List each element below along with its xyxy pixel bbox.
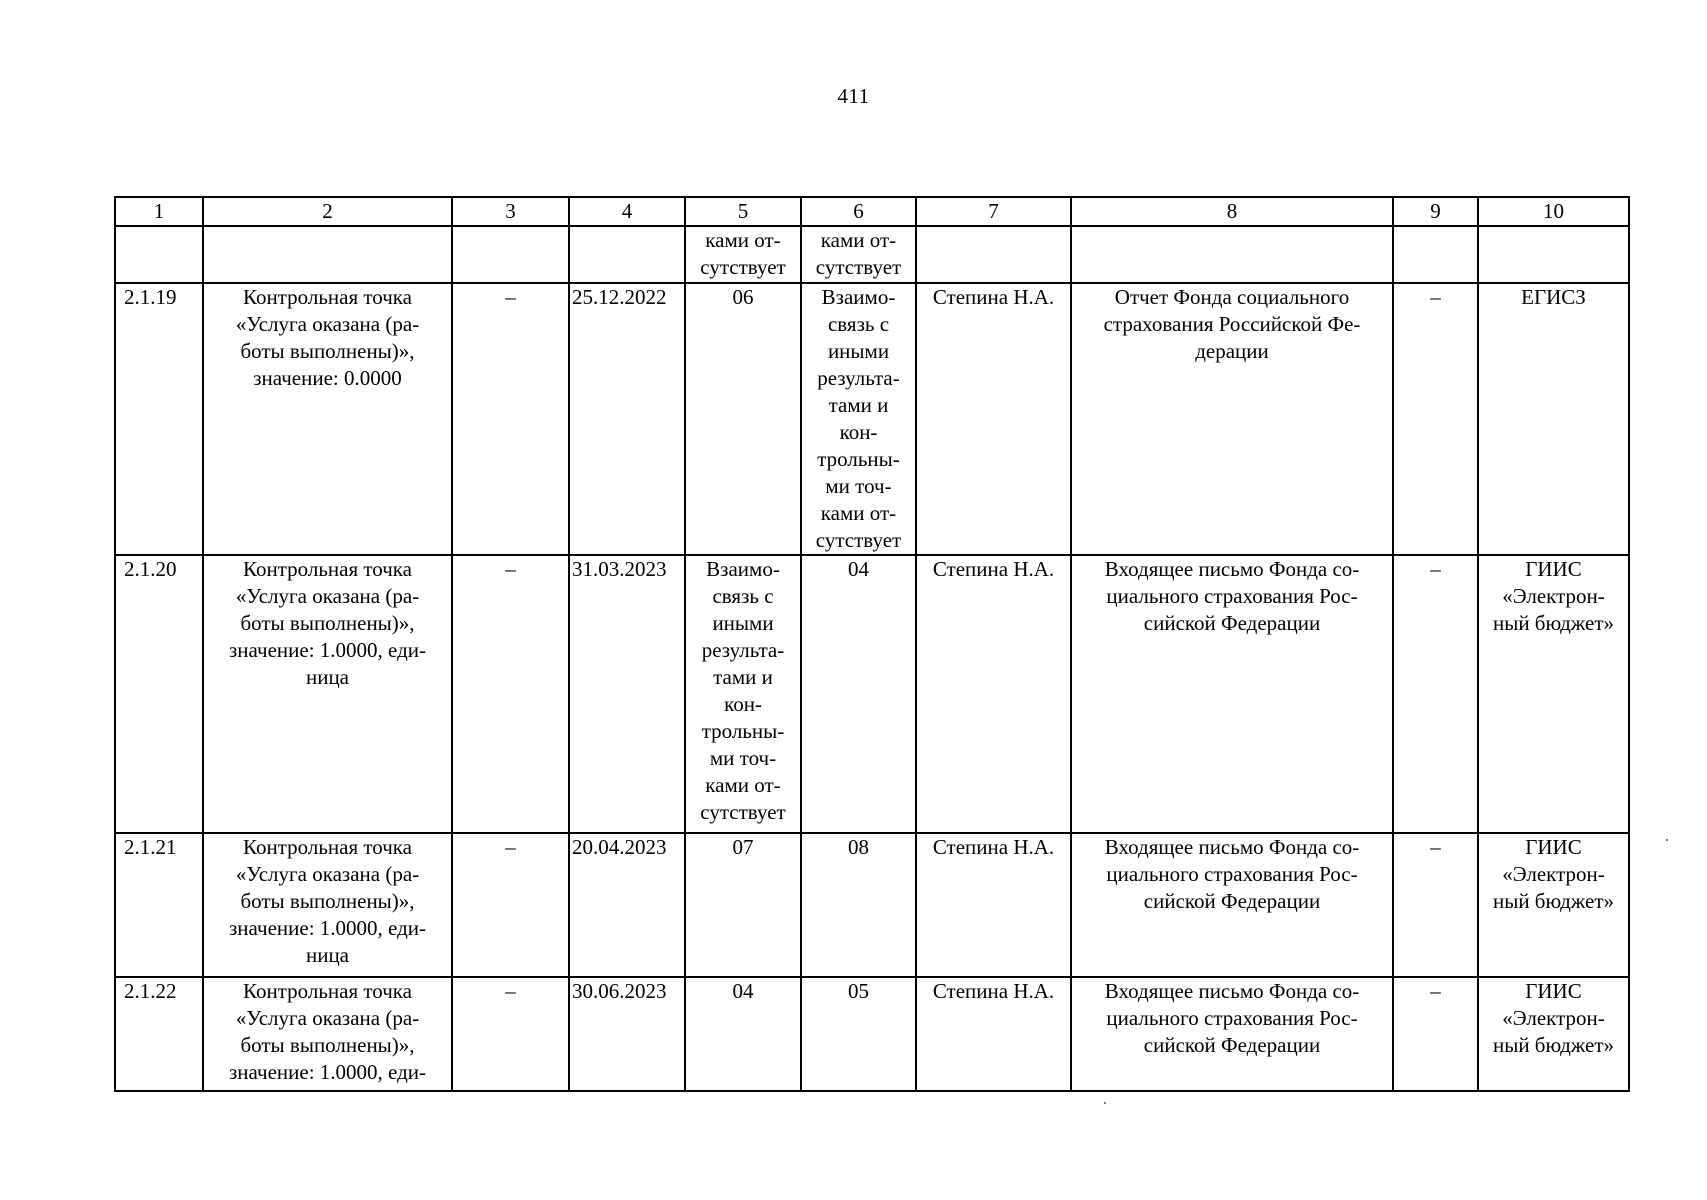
row-id-cell	[115, 833, 203, 977]
table-row	[115, 833, 1629, 977]
row-col9-cell	[1393, 226, 1478, 283]
page-number: 411	[837, 84, 870, 108]
row-date-cell	[569, 226, 685, 283]
row-doc: Входящее письмо Фонда со- циального страхования Рос- сийской Федерации	[1104, 979, 1360, 1057]
table-row	[115, 977, 1629, 1091]
row-id-cell	[115, 555, 203, 833]
row-col9: –	[1430, 979, 1441, 1003]
table-row	[115, 283, 1629, 555]
row-doc: Входящее письмо Фонда со- циального страхования Рос- сийской Федерации	[1104, 557, 1360, 635]
row-system-cell	[1478, 283, 1629, 555]
column-header: 7	[916, 197, 1071, 226]
row-person: Степина Н.А.	[932, 835, 1055, 859]
row-doc-cell	[1071, 555, 1393, 833]
column-header: 8	[1071, 197, 1393, 226]
row-system-cell	[1478, 833, 1629, 977]
row-date-cell	[569, 833, 685, 977]
row-col3-cell	[452, 977, 569, 1091]
row-col6: 05	[848, 979, 869, 1003]
row-col9-cell	[1393, 283, 1478, 555]
row-col3-cell	[452, 283, 569, 555]
row-name: Контрольная точка «Услуга оказана (ра- боты выполнены)», значение: 1.0000, еди- ница	[229, 835, 426, 967]
row-col5-cell	[685, 833, 801, 977]
row-doc: Отчет Фонда социального страхования Российской Фе- дерации	[1103, 285, 1361, 363]
column-header: 10	[1478, 197, 1629, 226]
row-col6: ками от- сутствует	[815, 228, 902, 279]
row-col9: –	[1430, 285, 1441, 309]
row-col5-cell	[685, 283, 801, 555]
row-col6: 08	[848, 835, 869, 859]
row-col5-cell	[685, 555, 801, 833]
row-name-cell	[203, 226, 452, 283]
row-col5-cell	[685, 977, 801, 1091]
column-header: 3	[452, 197, 569, 226]
column-header: 5	[685, 197, 801, 226]
row-name-cell	[203, 833, 452, 977]
row-person-cell	[916, 977, 1071, 1091]
row-person-cell	[916, 283, 1071, 555]
header-row	[115, 197, 1629, 226]
row-person-cell	[916, 555, 1071, 833]
row-col5: 07	[732, 835, 754, 859]
row-person-cell	[916, 833, 1071, 977]
row-col6-cell	[801, 283, 916, 555]
row-id: 2.1.21	[124, 835, 177, 859]
row-system: ГИИС «Электрон- ный бюджет»	[1492, 979, 1615, 1057]
row-col6: 04	[848, 557, 869, 581]
row-date: 30.06.2023	[572, 979, 667, 1003]
row-col5-cell	[685, 226, 801, 283]
row-date: 20.04.2023	[572, 835, 667, 859]
row-person: Степина Н.А.	[932, 557, 1055, 581]
row-person: Степина Н.А.	[932, 979, 1055, 1003]
row-name-cell	[203, 555, 452, 833]
row-id-cell	[115, 977, 203, 1091]
column-header: 6	[801, 197, 916, 226]
row-id: 2.1.19	[124, 285, 177, 309]
row-col6-cell	[801, 226, 916, 283]
scan-speck	[1666, 839, 1668, 841]
row-doc-cell	[1071, 833, 1393, 977]
row-doc-cell	[1071, 283, 1393, 555]
control-points-table	[114, 196, 1630, 1092]
row-col9-cell	[1393, 833, 1478, 977]
column-header: 2	[203, 197, 452, 226]
row-col3-cell	[452, 226, 569, 283]
table-row	[115, 226, 1629, 283]
column-header: 1	[115, 197, 203, 226]
row-col3: –	[505, 835, 516, 859]
column-header: 4	[569, 197, 685, 226]
row-id: 2.1.20	[124, 557, 177, 581]
row-col5: ками от- сутствует	[700, 228, 786, 279]
row-id-cell	[115, 283, 203, 555]
table-row	[115, 555, 1629, 833]
row-col6-cell	[801, 833, 916, 977]
row-col9-cell	[1393, 555, 1478, 833]
row-name: Контрольная точка «Услуга оказана (ра- боты выполнены)», значение: 1.0000, еди-	[229, 979, 426, 1084]
row-col3: –	[505, 285, 516, 309]
row-name: Контрольная точка «Услуга оказана (ра- боты выполнены)», значение: 1.0000, еди- ница	[229, 557, 426, 689]
scan-speck	[1104, 1102, 1106, 1104]
row-doc: Входящее письмо Фонда со- циального страхования Рос- сийской Федерации	[1104, 835, 1360, 913]
row-doc-cell	[1071, 977, 1393, 1091]
row-name-cell	[203, 977, 452, 1091]
row-date-cell	[569, 283, 685, 555]
row-system-cell	[1478, 977, 1629, 1091]
row-col6-cell	[801, 555, 916, 833]
row-col5: 04	[732, 979, 754, 1003]
row-system: ГИИС «Электрон- ный бюджет»	[1492, 835, 1615, 913]
row-col3: –	[505, 557, 516, 581]
row-system: ЕГИСЗ	[1521, 285, 1586, 309]
row-doc-cell	[1071, 226, 1393, 283]
row-name-cell	[203, 283, 452, 555]
row-col3-cell	[452, 833, 569, 977]
row-col6: Взаимо- связь с иными результа- тами и кон- трольны- ми точ- ками от- сутствует	[815, 285, 902, 552]
row-id-cell	[115, 226, 203, 283]
row-col9-cell	[1393, 977, 1478, 1091]
row-date-cell	[569, 977, 685, 1091]
row-col3-cell	[452, 555, 569, 833]
row-date-cell	[569, 555, 685, 833]
row-system-cell	[1478, 226, 1629, 283]
row-system-cell	[1478, 555, 1629, 833]
row-date: 25.12.2022	[572, 285, 667, 309]
row-person: Степина Н.А.	[932, 285, 1055, 309]
row-col5: Взаимо- связь с иными результа- тами и кон- трольны- ми точ- ками от- сутствует	[700, 557, 786, 824]
row-col9: –	[1430, 835, 1441, 859]
row-col9: –	[1430, 557, 1441, 581]
row-person-cell	[916, 226, 1071, 283]
row-col3: –	[505, 979, 516, 1003]
row-date: 31.03.2023	[572, 557, 667, 581]
row-system: ГИИС «Электрон- ный бюджет»	[1492, 557, 1615, 635]
row-name: Контрольная точка «Услуга оказана (ра- боты выполнены)», значение: 0.0000	[235, 285, 420, 390]
row-col6-cell	[801, 977, 916, 1091]
row-col5: 06	[732, 285, 754, 309]
row-id: 2.1.22	[124, 979, 177, 1003]
column-header: 9	[1393, 197, 1478, 226]
